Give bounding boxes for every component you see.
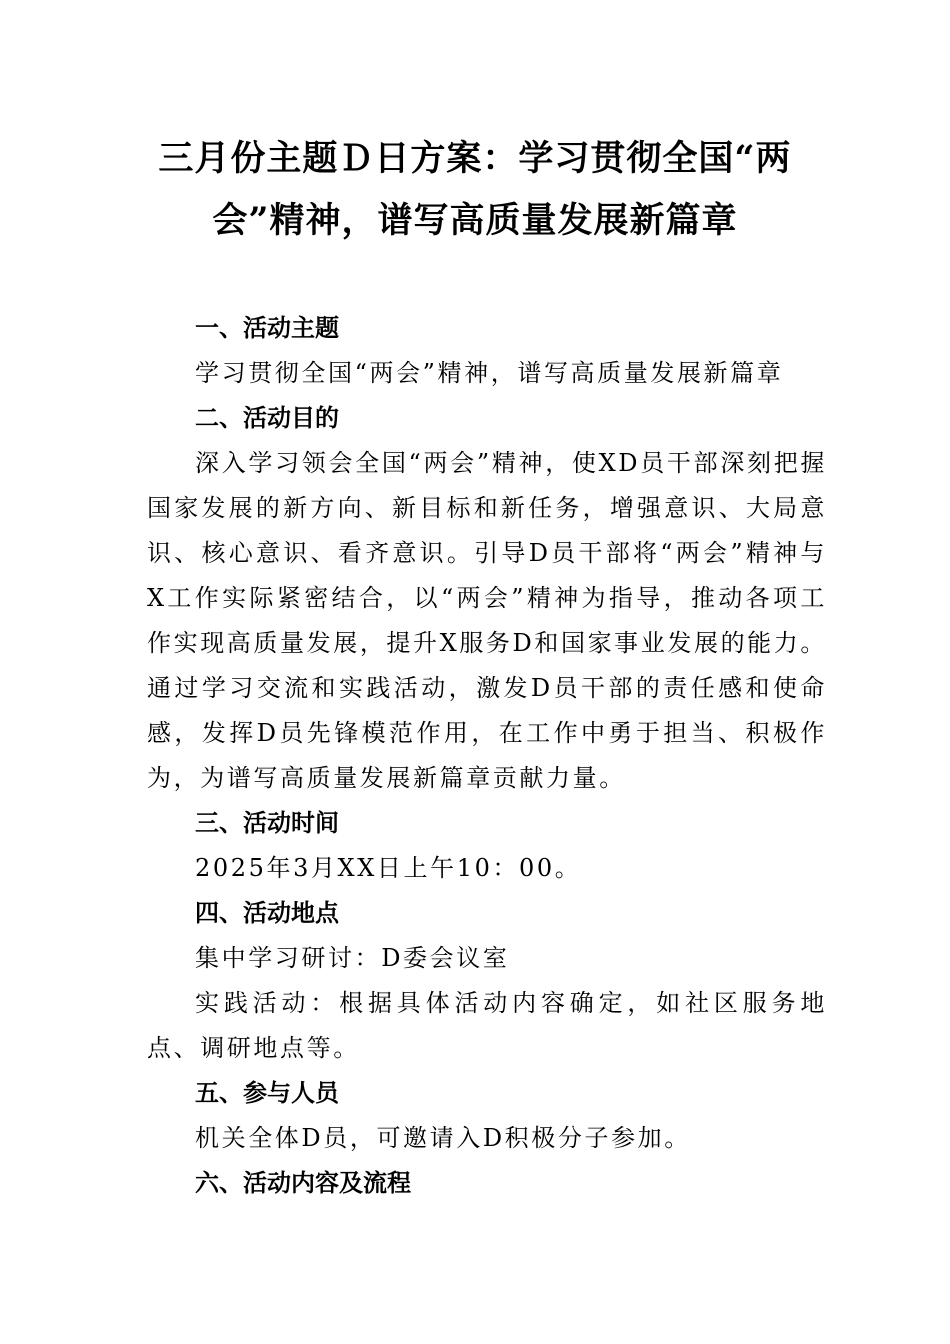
section-paragraph: 学习贯彻全国“两会”精神，谱写高质量发展新篇章 [195, 359, 784, 387]
section-paragraph: 机关全体D员，可邀请入D积极分子参加。 [195, 1124, 691, 1152]
document-title [130, 128, 820, 252]
section-heading-purpose: 二、活动目的 [195, 404, 339, 432]
title-line-1: 三月份主题Ｄ日方案：学习贯彻全国“两 [158, 138, 792, 179]
section-heading-time: 三、活动时间 [195, 809, 339, 837]
document-body [147, 306, 827, 1206]
section-paragraph: 实践活动：根据具体活动内容确定，如社区服务地点、调研地点等。 [147, 989, 827, 1062]
section-heading-participants: 五、参与人员 [195, 1079, 339, 1107]
section-heading-content: 六、活动内容及流程 [195, 1169, 411, 1197]
section-paragraph: 2025年3月XX日上午10：00。 [195, 854, 582, 882]
section-paragraph: 集中学习研讨：D委会议室 [195, 944, 510, 972]
section-heading-location: 四、活动地点 [195, 899, 339, 927]
section-heading-theme: 一、活动主题 [195, 314, 339, 342]
title-line-2: 会”精神，谱写高质量发展新篇章 [212, 200, 738, 241]
section-paragraph: 深入学习领会全国“两会”精神，使XD员干部深刻把握国家发展的新方向、新目标和新任务，增强意识、大局意识、核心意识、看齐意识。引导D员干部将“两会”精神与X工作实际紧密结合，以“两会”精神为指导，推动各项工作实现高质量发展，提升X服务D和国家事业发展的能力。通过学习交流和实践活动，激发D员干部的责任感和使命感，发挥D员先锋模范作用，在工作中勇于担当、积极作为，为谱写高质量发展新篇章贡献力量。 [147, 449, 827, 792]
